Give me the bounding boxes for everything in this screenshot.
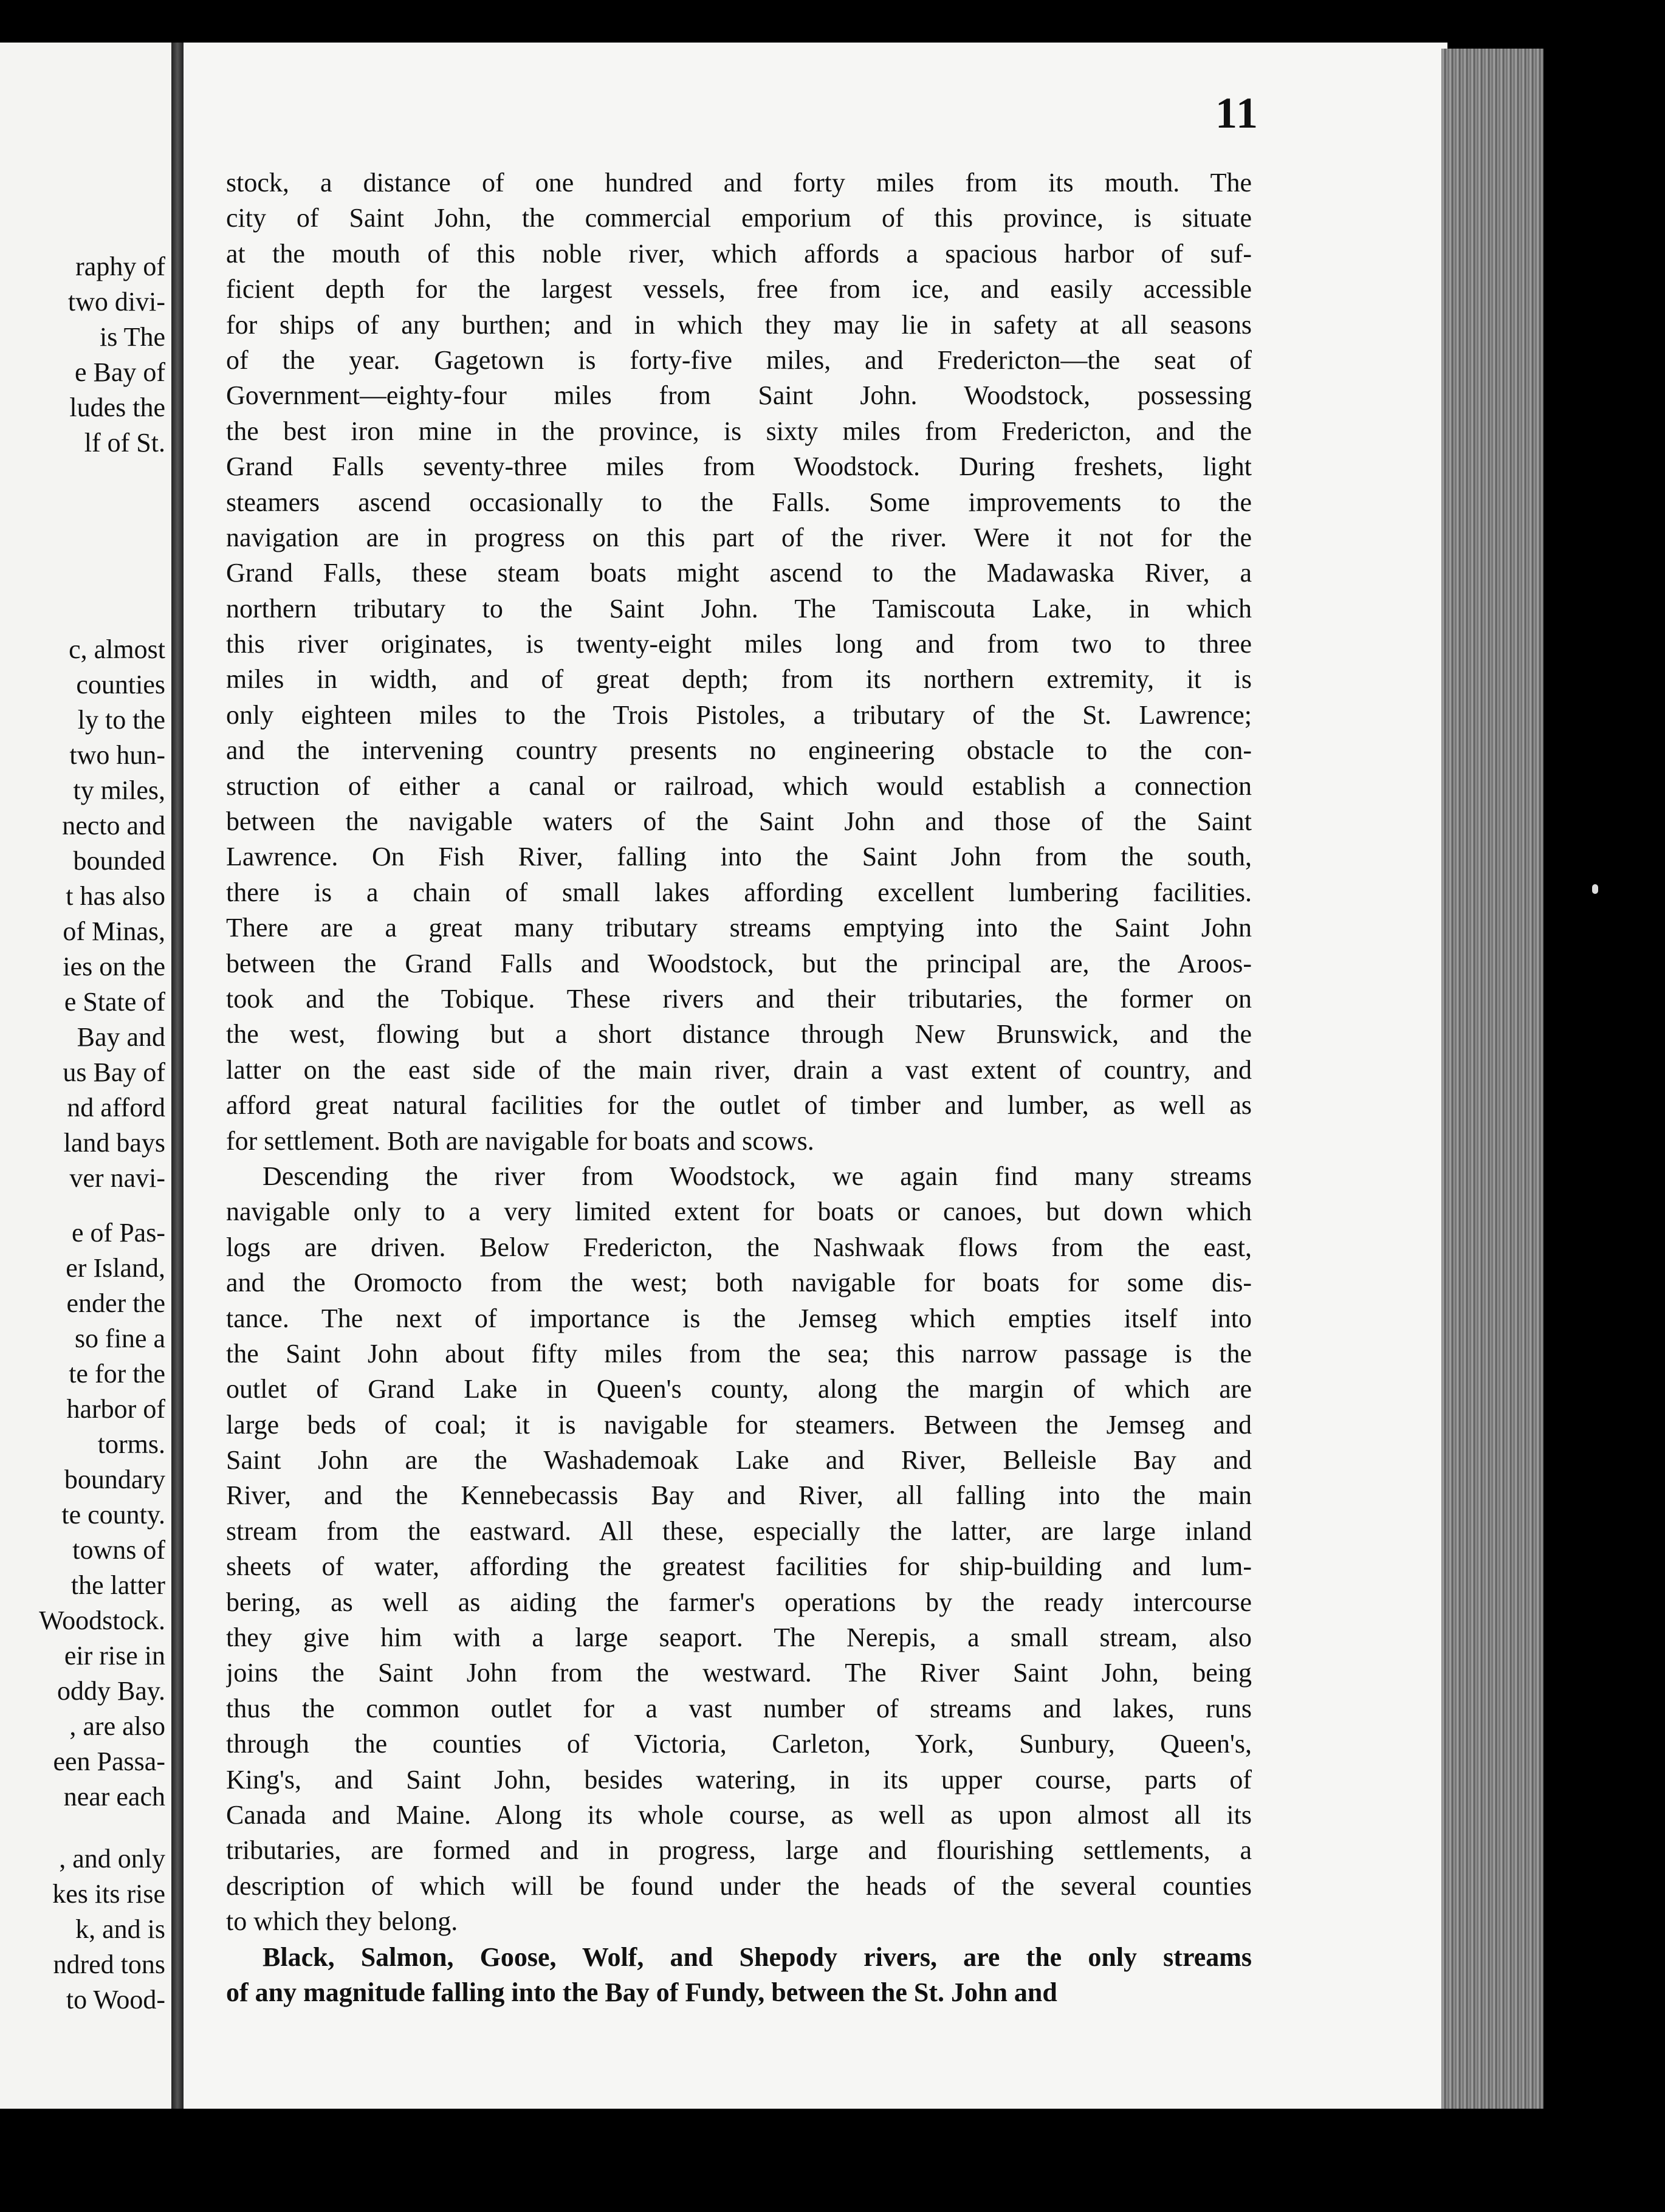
text-line: Black, Salmon, Goose, Wolf, and Shepody rivers, are the only streams xyxy=(263,1942,1252,1972)
text-line: King's, and Saint John, besides watering, in its upper course, parts of xyxy=(226,1764,1252,1795)
text-line: There are a great many tributary streams emptying into the Saint John xyxy=(226,913,1252,943)
left-page-fragment: t has also xyxy=(66,881,165,911)
text-line: for ships of any burthen; and in which they may lie in safety at all seasons xyxy=(226,309,1252,340)
text-line: struction of either a canal or railroad, which would establish a connection xyxy=(226,771,1252,801)
left-page-fragment: towns of xyxy=(72,1535,165,1565)
left-page-fragment: near each xyxy=(63,1782,165,1812)
text-line: tributaries, are formed and in progress, large and flourishing settlements, a xyxy=(226,1835,1252,1866)
scan-speck xyxy=(1592,884,1598,894)
left-page-fragment: e of Pas- xyxy=(72,1218,165,1248)
left-page-fragment: te for the xyxy=(69,1359,165,1389)
text-line: ficient depth for the largest vessels, free from ice, and easily accessible xyxy=(226,274,1252,304)
text-line: they give him with a large seaport. The Nerepis, a small stream, also xyxy=(226,1623,1252,1653)
book-gutter xyxy=(171,43,184,2109)
text-line: Government—eighty-four miles from Saint John. Woodstock, possessing xyxy=(226,380,1252,411)
left-page-fragment: lf of St. xyxy=(84,428,165,458)
text-line: large beds of coal; it is navigable for steamers. Between the Jemseg and xyxy=(226,1409,1252,1440)
text-line: latter on the east side of the main river, drain a vast extent of country, and xyxy=(226,1054,1252,1085)
text-line: between the navigable waters of the Saint John and those of the Saint xyxy=(226,806,1252,837)
text-line: navigable only to a very limited extent for boats or canoes, but down which xyxy=(226,1197,1252,1227)
left-page-fragment: ludes the xyxy=(69,393,165,422)
left-page-fragment: counties xyxy=(76,670,165,699)
text-line: navigation are in progress on this part of the river. Were it not for the xyxy=(226,522,1252,552)
text-line: Grand Falls, these steam boats might ascend to the Madawaska River, a xyxy=(226,558,1252,588)
left-page-fragment: to Wood- xyxy=(66,1985,165,2014)
left-page-fragment: bounded xyxy=(73,846,165,876)
left-page-fragment: nd afford xyxy=(67,1093,165,1122)
text-line: only eighteen miles to the Trois Pistoles, a tributary of the St. Lawrence; xyxy=(226,699,1252,730)
left-page-fragment: Bay and xyxy=(77,1022,165,1052)
text-line: afford great natural facilities for the outlet of timber and lumber, as well as xyxy=(226,1090,1252,1121)
text-line: and the intervening country presents no engineering obstacle to the con- xyxy=(226,735,1252,766)
text-line: joins the Saint John from the westward. The River Saint John, being xyxy=(226,1658,1252,1688)
page-edges xyxy=(1441,49,1543,2109)
left-page-fragment: k, and is xyxy=(75,1914,165,1944)
text-line: Descending the river from Woodstock, we again find many streams xyxy=(263,1161,1252,1191)
text-line: description of which will be found under the heads of the several counties xyxy=(226,1870,1252,1901)
left-page-fragment: of Minas, xyxy=(63,916,165,946)
text-line: Grand Falls seventy-three miles from Woodstock. During freshets, light xyxy=(226,452,1252,482)
text-line: Canada and Maine. Along its whole course, as well as upon almost all its xyxy=(226,1799,1252,1830)
text-line: to which they belong. xyxy=(226,1906,458,1937)
text-line: the Saint John about fifty miles from the sea; this narrow passage is the xyxy=(226,1338,1252,1369)
left-page-fragment: oddy Bay. xyxy=(57,1676,165,1706)
left-page-fragment: two divi- xyxy=(67,287,165,317)
text-line: outlet of Grand Lake in Queen's county, along the margin of which are xyxy=(226,1374,1252,1404)
text-line: sheets of water, affording the greatest facilities for ship-building and lum- xyxy=(226,1551,1252,1582)
text-line: city of Saint John, the commercial emporium of this province, is situate xyxy=(226,203,1252,233)
left-page-fragment: ender the xyxy=(66,1288,165,1318)
text-line: miles in width, and of great depth; from its northern extremity, it is xyxy=(226,664,1252,695)
left-facing-page xyxy=(0,43,171,2109)
left-page-fragment: , and only xyxy=(59,1844,165,1874)
text-line: the best iron mine in the province, is sixty miles from Fredericton, and the xyxy=(226,416,1252,446)
text-line: the west, flowing but a short distance through New Brunswick, and the xyxy=(226,1019,1252,1049)
text-line: tance. The next of importance is the Jemseg which empties itself into xyxy=(226,1303,1252,1333)
left-page-fragment: ty miles, xyxy=(73,775,165,805)
text-line: for settlement. Both are navigable for boats and scows. xyxy=(226,1125,814,1156)
left-page-fragment: raphy of xyxy=(75,252,165,281)
left-page-fragment: torms. xyxy=(97,1429,165,1459)
left-page-fragment: kes its rise xyxy=(52,1879,165,1909)
text-line: bering, as well as aiding the farmer's operations by the ready intercourse xyxy=(226,1587,1252,1617)
text-line: of any magnitude falling into the Bay of Fundy, between the St. John and xyxy=(226,1977,1057,2007)
text-line: there is a chain of small lakes affording excellent lumbering facilities. xyxy=(226,877,1252,907)
left-page-fragment: een Passa- xyxy=(53,1747,165,1776)
left-page-fragment: Woodstock. xyxy=(39,1606,165,1635)
text-line: and the Oromocto from the west; both navigable for boats for some dis- xyxy=(226,1268,1252,1298)
left-page-fragment: harbor of xyxy=(66,1394,165,1424)
text-line: this river originates, is twenty-eight miles long and from two to three xyxy=(226,629,1252,659)
left-page-fragment: boundary xyxy=(64,1465,165,1494)
left-page-fragment: necto and xyxy=(62,811,165,840)
left-page-fragment: us Bay of xyxy=(63,1057,165,1087)
left-page-fragment: e Bay of xyxy=(74,357,165,387)
left-page-fragment: is The xyxy=(100,322,165,352)
left-page-fragment: ndred tons xyxy=(53,1949,165,1979)
left-page-fragment: e State of xyxy=(64,987,165,1017)
body-text xyxy=(226,165,1252,2010)
text-line: logs are driven. Below Fredericton, the Nashwaak flows from the east, xyxy=(226,1232,1252,1262)
text-line: of the year. Gagetown is forty-five miles, and Fredericton—the seat of xyxy=(226,345,1252,375)
left-page-fragment: the latter xyxy=(70,1570,165,1600)
left-page-fragment: two hun- xyxy=(69,740,165,770)
left-page-fragment: so fine a xyxy=(74,1324,165,1353)
text-line: between the Grand Falls and Woodstock, but the principal are, the Aroos- xyxy=(226,948,1252,978)
text-line: thus the common outlet for a vast number of streams and lakes, runs xyxy=(226,1693,1252,1723)
page-number: 11 xyxy=(1215,89,1260,137)
left-page-fragment: , are also xyxy=(69,1711,165,1741)
left-page-fragment: ies on the xyxy=(63,952,165,981)
left-page-fragment: ly to the xyxy=(77,705,165,735)
text-line: steamers ascend occasionally to the Falls. Some improvements to the xyxy=(226,487,1252,517)
text-line: Lawrence. On Fish River, falling into the Saint John from the south, xyxy=(226,842,1252,872)
left-page-fragment: c, almost xyxy=(69,634,165,664)
text-line: at the mouth of this noble river, which affords a spacious harbor of suf- xyxy=(226,238,1252,269)
text-line: stock, a distance of one hundred and forty miles from its mouth. The xyxy=(226,168,1252,197)
text-line: took and the Tobique. These rivers and their tributaries, the former on xyxy=(226,983,1252,1014)
left-page-fragment: land bays xyxy=(63,1128,165,1158)
text-line: Saint John are the Washademoak Lake and River, Belleisle Bay and xyxy=(226,1445,1252,1475)
left-page-fragment: eir rise in xyxy=(64,1641,165,1671)
text-line: River, and the Kennebecassis Bay and River, all falling into the main xyxy=(226,1480,1252,1511)
left-page-fragment: ver navi- xyxy=(69,1163,165,1193)
left-page-fragment: er Island, xyxy=(66,1253,165,1283)
left-page-fragment: te county. xyxy=(61,1500,165,1530)
text-line: stream from the eastward. All these, especially the latter, are large inland xyxy=(226,1516,1252,1546)
text-line: northern tributary to the Saint John. The Tamiscouta Lake, in which xyxy=(226,593,1252,623)
text-line: through the counties of Victoria, Carleton, York, Sunbury, Queen's, xyxy=(226,1729,1252,1759)
